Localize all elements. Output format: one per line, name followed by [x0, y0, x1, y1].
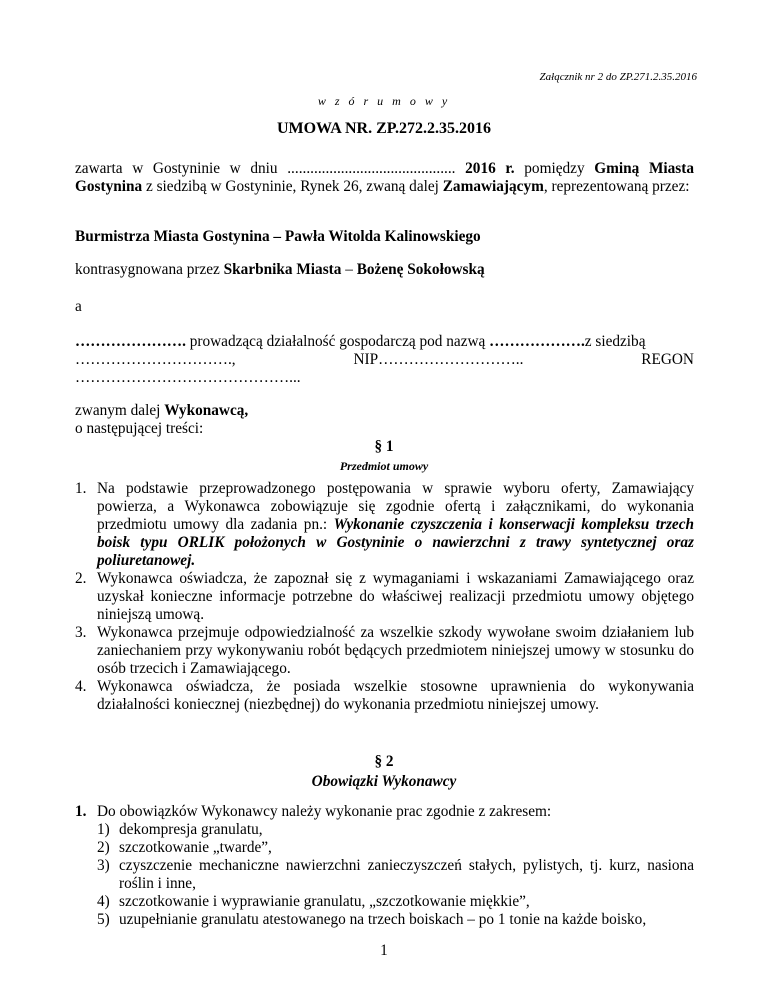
- intro-text: pomiędzy: [514, 160, 595, 177]
- intro-party-role: Zamawiającym: [442, 178, 544, 195]
- contractor-name-blank: ………………….: [75, 333, 186, 350]
- list-item: [75, 480, 694, 570]
- list-item-number: 5): [97, 911, 110, 928]
- section-2-list: [97, 821, 694, 929]
- section-2-number: § 2: [374, 753, 394, 770]
- contractor-address-blank: ………………………….,: [75, 351, 236, 368]
- countersignature-text: kontrasygnowana przez: [75, 261, 224, 278]
- designation-role: Wykonawcą,: [164, 402, 249, 419]
- contractor-company-blank: ……………….: [489, 333, 585, 350]
- task-name: Wykonanie czyszczenia i konserwacji kompleksu trzech boisk typu ORLIK położonych w Gostyninie o nawierzchni z trawy syntetycznej oraz poliuretanowej.: [97, 516, 694, 569]
- section-2-intro-text: Do obowiązków Wykonawcy należy wykonanie prac zgodnie z zakresem:: [97, 803, 552, 820]
- list-item: [75, 624, 694, 678]
- list-item-text: dekompresja granulatu,: [119, 821, 263, 838]
- list-item-text: szczotkowanie i wyprawianie granulatu, „szczotkowanie miękkie”,: [119, 893, 530, 910]
- intro-year: 2016 r.: [465, 160, 515, 177]
- contractor-regon-blank: ……………………………………...: [75, 369, 301, 386]
- list-item-text: Wykonawca oświadcza, że zapoznał się z wymaganiami i wskazaniami Zamawiającego oraz uzyskał konieczne informacje potrzebne do właściwej realizacji przedmiotu umowy objętego niniejszą umową.: [97, 570, 694, 623]
- countersignature-dash: –: [341, 261, 357, 278]
- contractor-designation: [75, 402, 694, 420]
- contractor-line-1: [75, 333, 694, 351]
- contract-title: UMOWA NR. ZP.272.2.35.2016: [276, 120, 492, 137]
- contractor-business-text: prowadzącą działalność gospodarczą pod nazwą: [185, 333, 490, 350]
- following-content-line: o następującej treści:: [75, 420, 204, 437]
- mayor-representative: Burmistrza Miasta Gostynina – Pawła Witolda Kalinowskiego: [75, 228, 481, 245]
- list-item-text: Wykonawca przejmuje odpowiedzialność za wszelkie szkody wywołane swoim działaniem lub zaniechaniem przy wykonywaniu robót będących przedmiotem niniejszej umowy w stosunku do osób trzecich i Zamawiającego.: [97, 624, 694, 677]
- treasurer-title: Skarbnika Miasta: [223, 261, 342, 278]
- list-item: [75, 678, 694, 714]
- list-item-number: 4): [97, 893, 110, 910]
- contract-intro-paragraph: [75, 160, 694, 196]
- intro-party-municipality: Gminą Miasta Gostynina: [75, 160, 694, 195]
- contractor-regon-label: REGON: [641, 351, 694, 368]
- list-item: [97, 911, 694, 929]
- section-2-intro-number: 1.: [75, 803, 87, 820]
- list-item-text: Na podstawie przeprowadzonego postępowania w sprawie wyboru oferty, Zamawiający powierza, a Wykonawca zobowiązuje się zgodnie ofertą i załącznikami, do wykonania przedmiotu umowy dla zadania pn.:: [97, 480, 694, 533]
- annex-reference: Załącznik nr 2 do ZP.271.2.35.2016: [539, 71, 697, 83]
- list-item-number: 2): [97, 839, 110, 856]
- designation-text: zwanym dalej: [75, 402, 165, 419]
- list-item-number: 3): [97, 857, 110, 874]
- intro-text: zawarta w Gostyninie w dniu ............................................: [75, 160, 466, 177]
- list-item: [97, 839, 694, 857]
- conjunction: a: [75, 298, 82, 315]
- intro-text: z siedzibą w Gostyninie, Rynek 26, zwaną dalej: [142, 178, 443, 195]
- list-item-text: Wykonawca oświadcza, że posiada wszelkie stosowne uprawnienia do wykonywania działalności koniecznej (niezbędnej) do wykonania przedmiotu niniejszej umowy.: [97, 678, 694, 713]
- section-2-intro: [75, 803, 694, 821]
- contractor-paragraph: [75, 333, 694, 387]
- section-1-number: § 1: [374, 438, 394, 455]
- countersignature-paragraph: [75, 261, 694, 279]
- list-item-text: czyszczenie mechaniczne nawierzchni zanieczyszczeń stałych, pylistych, tj. kurz, nasiona roślin i inne,: [119, 857, 694, 892]
- page-number: 1: [380, 942, 388, 959]
- list-item-number: 4.: [75, 678, 87, 695]
- list-item-number: 1.: [75, 480, 87, 497]
- contractor-seat-text: z siedzibą: [584, 333, 646, 350]
- contractor-line-1-text: [75, 333, 646, 351]
- list-item-number: 2.: [75, 570, 87, 587]
- list-item-number: 3.: [75, 624, 87, 641]
- template-label: w z ó r u m o w y: [317, 94, 451, 108]
- list-item: [97, 893, 694, 911]
- contractor-nip-blank: NIP………………………..: [353, 351, 524, 368]
- list-item-text: szczotkowanie „twarde”,: [119, 839, 272, 856]
- treasurer-name: Bożenę Sokołowską: [356, 261, 485, 278]
- contractor-line-2: [75, 351, 694, 369]
- list-item: [97, 821, 694, 839]
- section-1-title: Przedmiot umowy: [339, 459, 429, 473]
- list-item-text: uzupełnianie granulatu atestowanego na trzech boiskach – po 1 tonie na każde boisko,: [119, 911, 647, 928]
- list-item: [75, 570, 694, 624]
- intro-text: , reprezentowaną przez:: [543, 178, 690, 195]
- section-1-list: [75, 480, 694, 714]
- list-item: [97, 857, 694, 893]
- list-item-number: 1): [97, 821, 110, 838]
- section-2-title: Obowiązki Wykonawcy: [311, 773, 457, 790]
